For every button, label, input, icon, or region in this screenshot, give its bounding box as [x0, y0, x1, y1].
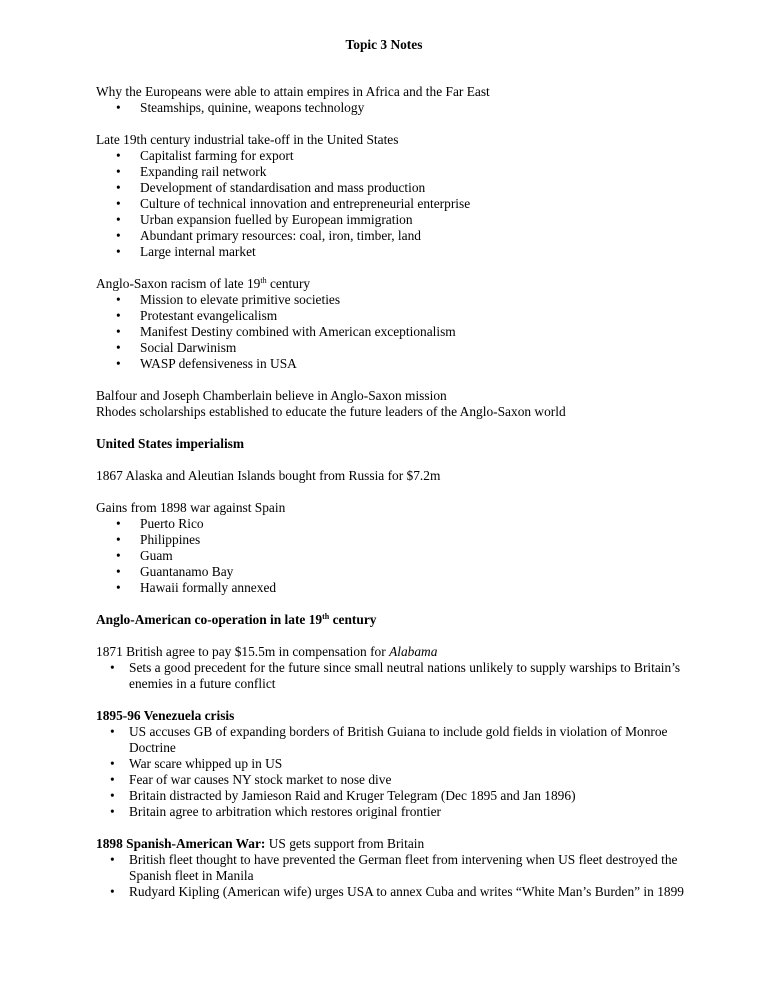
list-item: • Urban expansion fuelled by European immigration: [96, 212, 716, 228]
list-item: • War scare whipped up in US: [96, 756, 716, 772]
list-item: • Protestant evangelicalism: [96, 308, 716, 324]
list-item: • WASP defensiveness in USA: [96, 356, 716, 372]
list-item: • Britain distracted by Jamieson Raid and Kruger Telegram (Dec 1895 and Jan 1896): [96, 788, 716, 804]
superscript: th: [322, 612, 330, 621]
section-heading: [96, 836, 716, 852]
heading-text: Anglo-American co-operation in late 19: [96, 612, 323, 627]
paragraph: Rhodes scholarships established to educate the future leaders of the Anglo-Saxon world: [96, 404, 566, 419]
list-item: • Rudyard Kipling (American wife) urges USA to annex Cuba and writes “White Man’s Burden” in 1899: [96, 884, 716, 900]
bullet-list: [96, 292, 716, 372]
list-item: • Culture of technical innovation and entrepreneurial enterprise: [96, 196, 716, 212]
list-item: • Philippines: [96, 532, 716, 548]
section-heading: [96, 612, 716, 628]
list-item: • US accuses GB of expanding borders of British Guiana to include gold fields in violation of Monroe Doctrine: [96, 724, 716, 756]
list-item: • Guantanamo Bay: [96, 564, 716, 580]
list-item: • Guam: [96, 548, 716, 564]
section-heading: Late 19th century industrial take-off in the United States: [96, 132, 399, 147]
list-item: • Mission to elevate primitive societies: [96, 292, 716, 308]
list-item: • Hawaii formally annexed: [96, 580, 716, 596]
bullet-list: [96, 660, 716, 692]
bold-heading: United States imperialism: [96, 436, 245, 451]
section-heading: [96, 436, 716, 452]
italic-text: Alabama: [389, 644, 438, 659]
section-heading: [96, 708, 716, 724]
bullet-list: [96, 516, 716, 596]
superscript: th: [260, 276, 267, 285]
list-item: • Social Darwinism: [96, 340, 716, 356]
section-heading: [96, 276, 716, 292]
list-item: • Large internal market: [96, 244, 716, 260]
bold-heading: 1898 Spanish-American War:: [96, 836, 266, 851]
list-item: • Development of standardisation and mass production: [96, 180, 716, 196]
list-item: • Expanding rail network: [96, 164, 716, 180]
heading-text: century: [329, 612, 377, 627]
bullet-list: [96, 724, 716, 820]
heading-text: US gets support from Britain: [265, 836, 425, 851]
list-item: • British fleet thought to have prevented the German fleet from intervening when US fleet destroyed the Spanish fleet in Manila: [96, 852, 716, 884]
list-item: • Sets a good precedent for the future since small neutral nations unlikely to supply warships to Britain’s enemies in a future conflict: [96, 660, 716, 692]
bold-heading: 1895-96 Venezuela crisis: [96, 708, 235, 723]
section-heading: Gains from 1898 war against Spain: [96, 500, 286, 515]
list-item: • Puerto Rico: [96, 516, 716, 532]
list-item: • Manifest Destiny combined with American exceptionalism: [96, 324, 716, 340]
bullet-list: [96, 852, 716, 900]
list-item: • Steamships, quinine, weapons technology: [96, 100, 716, 116]
paragraph: 1867 Alaska and Aleutian Islands bought from Russia for $7.2m: [96, 468, 441, 483]
bullet-list: [96, 148, 716, 260]
page-title: Topic 3 Notes: [345, 37, 423, 52]
heading-text: Anglo-Saxon racism of late 19: [96, 276, 261, 291]
list-item: • Britain agree to arbitration which restores original frontier: [96, 804, 716, 820]
list-item: • Abundant primary resources: coal, iron, timber, land: [96, 228, 716, 244]
list-item: • Fear of war causes NY stock market to nose dive: [96, 772, 716, 788]
paragraph: [96, 644, 716, 660]
heading-text: century: [266, 276, 311, 291]
paragraph-text: 1871 British agree to pay $15.5m in compensation for: [96, 644, 390, 659]
section-heading: Why the Europeans were able to attain empires in Africa and the Far East: [96, 84, 490, 99]
bullet-list: [96, 100, 716, 116]
paragraph: Balfour and Joseph Chamberlain believe in Anglo-Saxon mission: [96, 388, 447, 403]
list-item: • Capitalist farming for export: [96, 148, 716, 164]
